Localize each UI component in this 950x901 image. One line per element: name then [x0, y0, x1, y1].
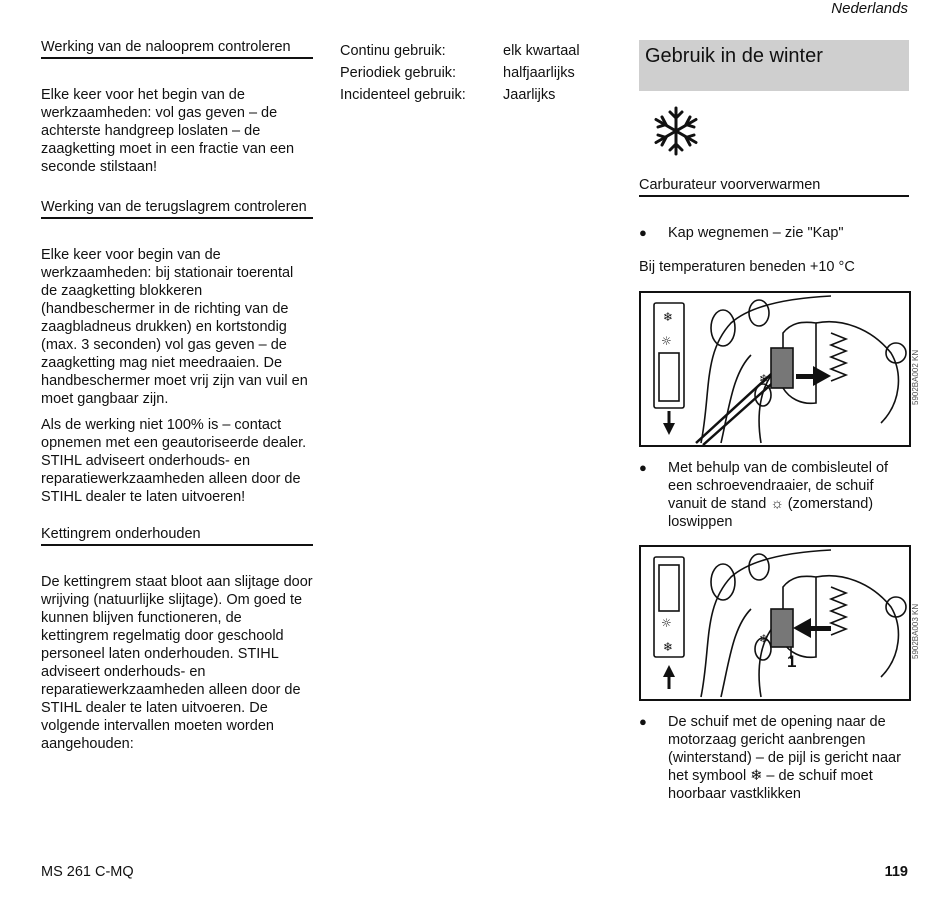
- figure-code: 5902BA003 KN: [911, 603, 920, 659]
- paragraph-nalooprem: Elke keer voor het begin van de werkzaamheden: vol gas geven – de achterste handgreep loslaten – de zaagketting moet in een fractie van een seconde stilstaan!: [41, 87, 295, 175]
- svg-text:❄: ❄: [663, 640, 674, 654]
- section-title-carburateur: Carburateur voorverwarmen: [639, 176, 909, 197]
- interval-row: [340, 86, 610, 108]
- interval-row: [340, 42, 610, 64]
- bullet-icon: ●: [639, 225, 647, 240]
- page-number: 119: [884, 864, 908, 880]
- bullet-text: Met behulp van de combisleutel of een schroevendraaier, de schuif vanuit de stand ☼ (zomerstand) loswippen: [668, 460, 889, 530]
- bullet-icon: ●: [639, 460, 647, 475]
- interval-value: Jaarlijks: [503, 87, 556, 103]
- svg-text:❄: ❄: [663, 310, 674, 324]
- figure-slider-summer: [639, 291, 920, 447]
- interval-value: elk kwartaal: [503, 43, 580, 59]
- paragraph-terugslagrem-1: Elke keer voor begin van de werkzaamheden: bij stationair toerental de zaagketting blokkeren (handbeschermer in de richting van de zaagbladneus drukken) en kortstondig (max. 3 seconden) vol gas geven – de zaagketting mag niet meedraaien. De handbeschermer moet vrij zijn van vuil en moet gangbaar zijn.: [41, 247, 308, 407]
- winter-banner: [639, 40, 909, 91]
- language-label: Nederlands: [831, 0, 908, 17]
- bullet-text: Kap wegnemen – zie "Kap": [668, 225, 844, 241]
- interval-row: [340, 64, 610, 86]
- list-item: [639, 224, 909, 242]
- interval-label: Continu gebruik:: [340, 43, 446, 59]
- list-item: [639, 713, 909, 803]
- interval-table: [340, 42, 610, 108]
- bullet-text: De schuif met de opening naar de motorzaag gericht aanbrengen (winterstand) – de pijl is gericht naar het symbool ❄ – de schuif moet hoorbaar vastklikken: [668, 714, 901, 802]
- list-item: [639, 459, 909, 531]
- snowflake-icon: [653, 105, 699, 157]
- svg-text:☼: ☼: [661, 616, 672, 630]
- interval-label: Periodiek gebruik:: [340, 65, 457, 81]
- interval-value: halfjaarlijks: [503, 65, 575, 81]
- section-title-terugslagrem: Werking van de terugslagrem controleren: [41, 198, 313, 219]
- bullet-icon: ●: [639, 714, 647, 729]
- svg-text:☼: ☼: [661, 334, 672, 348]
- paragraph-terugslagrem-2: Als de werking niet 100% is – contact opnemen met een geautoriseerde dealer. STIHL adviseert onderhouds- en reparatiewerkzaamheden alleen door de STIHL dealer te laten uitvoeren!: [41, 417, 307, 505]
- interval-label: Incidenteel gebruik:: [340, 87, 466, 103]
- column-right: [639, 40, 920, 803]
- footer-model: MS 261 C-MQ: [41, 864, 134, 880]
- svg-text:❄: ❄: [759, 372, 770, 386]
- section-title-kettingrem: Kettingrem onderhouden: [41, 525, 313, 546]
- paragraph-kettingrem: De kettingrem staat bloot aan slijtage door wrijving (natuurlijke slijtage). Om goed te kunnen blijven functioneren, de kettingrem regelmatig door geschoold personeel laten onderhouden. STIHL adviseert onderhouds- en reparatiewerkzaamheden alleen door de STIHL dealer te laten uitvoeren. De volgende intervallen moeten worden aangehouden:: [41, 574, 313, 752]
- section-title-nalooprem: Werking van de nalooprem controleren: [41, 38, 313, 59]
- figure-callout-label: 1: [787, 652, 797, 671]
- svg-text:❄: ❄: [759, 632, 770, 646]
- banner-title: Gebruik in de winter: [645, 45, 823, 67]
- temperature-heading: Bij temperaturen beneden +10 °C: [639, 259, 855, 275]
- figure-slider-winter: [639, 545, 920, 701]
- figure-code: 5902BA002 KN: [911, 349, 920, 405]
- column-left: [41, 38, 313, 753]
